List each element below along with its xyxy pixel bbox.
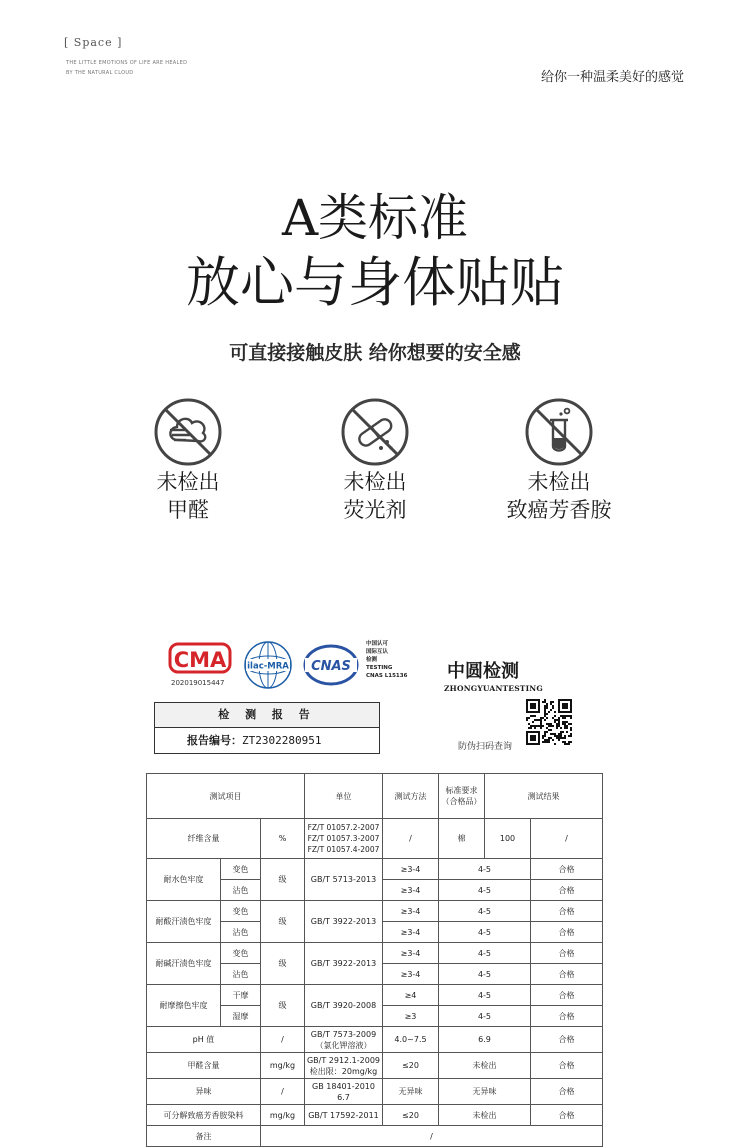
svg-text:CMA: CMA (173, 648, 227, 672)
report-number-row (155, 728, 379, 753)
header-item: 测试项目 (147, 774, 305, 819)
table-row: 耐酸汗渍色牢度 变色 级 GB/T 3922-2013 ≥3-4 4-5 合格 (147, 901, 603, 922)
report-number: ZT2302280951 (242, 734, 322, 747)
svg-text:CNAS: CNAS (311, 659, 351, 674)
feature-status: 未检出 (343, 470, 407, 494)
feature-status: 未检出 (156, 470, 220, 494)
table-header-row (147, 774, 603, 819)
slogan: 给你一种温柔美好的感觉 (540, 70, 684, 85)
table-row: 纤维含量 % FZ/T 01057.2-2007 FZ/T 01057.3-2007 FZ/T 01057.4-2007 / 棉 100 / (147, 819, 603, 859)
hero-title-line1: A类标准 (281, 189, 469, 247)
no-formaldehyde-icon (152, 396, 224, 468)
feature-substance: 致癌芳香胺 (506, 498, 612, 522)
cnas-logo (303, 644, 359, 690)
header-standard: 标准要求 （合格品） (439, 774, 485, 819)
cnas-description: 中国认可 国际互认 检测 TESTING CNAS L15136 (366, 641, 408, 679)
table-row: 耐水色牢度 变色 级 GB/T 5713-2013 ≥3-4 4-5 合格 (147, 859, 603, 880)
no-fluorescent-agent-icon (339, 396, 411, 468)
feature-substance: 甲醛 (167, 498, 209, 522)
feature-carcinogenic-amine (459, 396, 659, 524)
svg-text:ilac-MRA: ilac-MRA (247, 661, 289, 672)
hero-title-line2: 放心与身体贴贴 (186, 251, 564, 314)
cma-logo (168, 640, 234, 680)
table-row: 备注 / (147, 1126, 603, 1147)
feature-substance: 荧光剂 (343, 498, 407, 522)
table-row: 沾色 ≥3-4 4-5 合格 (147, 922, 603, 943)
cma-code: 202019015447 (171, 679, 225, 687)
table-row: 异味 / GB 18401-2010 6.7 无异味 无异味 合格 (147, 1079, 603, 1105)
table-row: 甲醛含量 mg/kg GB/T 2912.1-2009 检出限：20mg/kg ≤20 未检出 合格 (147, 1053, 603, 1079)
test-results-table (146, 773, 603, 1147)
table-row: 沾色 ≥3-4 4-5 合格 (147, 964, 603, 985)
report-number-label: 报告编号： (187, 734, 242, 747)
report-title: 检 测 报 告 (155, 703, 379, 728)
brand-tagline-line1: THE LITTLE EMOTIONS OF LIFE ARE HEALED (66, 60, 188, 66)
header-unit: 单位 (305, 774, 383, 819)
report-header-box (154, 702, 380, 754)
table-row: 沾色 ≥3-4 4-5 合格 (147, 880, 603, 901)
feature-fluorescent-agent (275, 396, 475, 524)
table-row: 可分解致癌芳香胺染料 mg/kg GB/T 17592-2011 ≤20 未检出 合格 (147, 1105, 603, 1126)
header-method: 测试方法 (383, 774, 439, 819)
header-result: 测试结果 (485, 774, 603, 819)
brand-logo-text: [ Space ] (64, 36, 123, 49)
lab-name-cn: 中圆检测 (447, 661, 519, 682)
table-row: pH 值 / GB/T 7573-2009 （氯化钾溶液） 4.0~7.5 6.9 合格 (147, 1027, 603, 1053)
lab-name-en: ZHONGYUANTESTING (444, 684, 543, 693)
hero-subtitle: 可直接接触皮肤 给你想要的安全感 (229, 342, 521, 364)
no-carcinogenic-amine-icon (523, 396, 595, 468)
qr-code[interactable] (526, 699, 572, 749)
table-row: 湿摩 ≥3 4-5 合格 (147, 1006, 603, 1027)
feature-status: 未检出 (527, 470, 591, 494)
brand-tagline-line2: BY THE NATURAL CLOUD (66, 70, 134, 76)
table-row: 耐碱汗渍色牢度 变色 级 GB/T 3922-2013 ≥3-4 4-5 合格 (147, 943, 603, 964)
table-row: 耐摩擦色牢度 干摩 级 GB/T 3920-2008 ≥4 4-5 合格 (147, 985, 603, 1006)
ilac-mra-logo (243, 640, 293, 694)
feature-formaldehyde (88, 396, 288, 524)
qr-label: 防伪扫码查询 (458, 742, 513, 752)
